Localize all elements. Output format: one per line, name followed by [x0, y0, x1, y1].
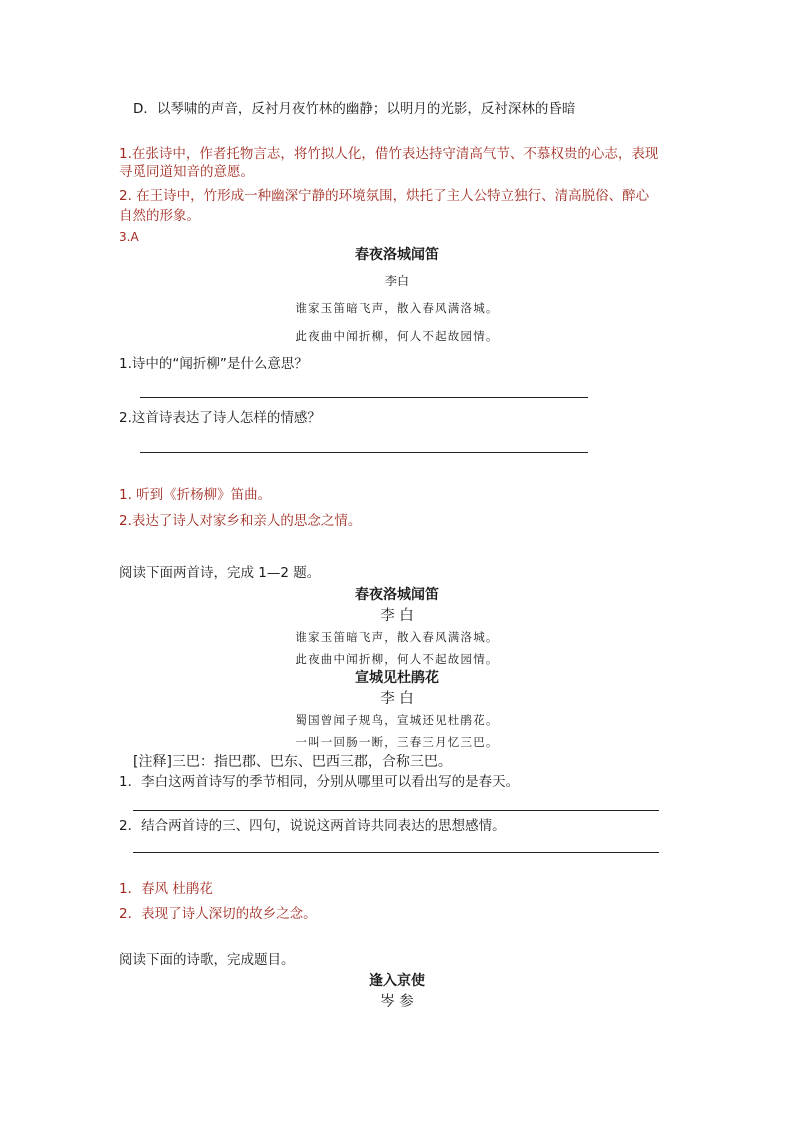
- question-2: 2.这首诗表达了诗人怎样的情感？: [119, 410, 321, 426]
- answer-1-line-1: 1.在张诗中，作者托物言志，将竹拟人化，借竹表达持守清高气节、不慕权贵的心志，表现: [119, 146, 659, 162]
- answer-line-1: [140, 397, 588, 398]
- poem-a-line-1: 谁家玉笛暗飞声，散入春风满洛城。: [295, 630, 499, 644]
- answer-2-2: 2.表达了诗人对家乡和亲人的思念之情。: [119, 513, 362, 529]
- poem-b-author: 李 白: [380, 691, 414, 707]
- answer-line-4: [133, 852, 659, 853]
- section-2-question-1: 1．李白这两首诗写的季节相同，分别从哪里可以看出写的是春天。: [119, 774, 520, 790]
- answer-2-line-2: 自然的形象。: [119, 208, 200, 224]
- answer-3-1: 1．春风 杜鹃花: [119, 881, 213, 897]
- question-1: 1.诗中的“闻折柳”是什么意思？: [119, 356, 308, 372]
- poem-a-author: 李 白: [380, 608, 414, 624]
- poem-1-title: 春夜洛城闻笛: [355, 247, 439, 263]
- answer-line-3: [133, 810, 659, 811]
- answer-2-line-1: 2. 在王诗中，竹形成一种幽深宁静的环境氛围，烘托了主人公特立独行、清高脱俗、醉心: [119, 188, 650, 204]
- answer-3-2: 2．表现了诗人深切的故乡之念。: [119, 906, 317, 922]
- poem-3-author: 岑 参: [380, 994, 414, 1010]
- poem-b-line-2: 一叫一回肠一断，三春三月忆三巴。: [295, 735, 499, 749]
- section-2-instruction: 阅读下面两首诗，完成 1—2 题。: [119, 565, 321, 581]
- answer-3: 3.A: [119, 230, 139, 244]
- poem-1-author: 李白: [384, 274, 409, 288]
- section-3-instruction: 阅读下面的诗歌，完成题目。: [119, 952, 295, 968]
- poem-b-line-1: 蜀国曾闻子规鸟，宣城还见杜鹃花。: [295, 713, 499, 727]
- poem-3-title: 逢入京使: [369, 973, 425, 989]
- poem-1-line-2: 此夜曲中闻折柳，何人不起故园情。: [295, 329, 499, 343]
- section-2-question-2: 2．结合两首诗的三、四句，说说这两首诗共同表达的思想感情。: [119, 818, 506, 834]
- poem-1-line-1: 谁家玉笛暗飞声，散入春风满洛城。: [295, 301, 499, 315]
- answer-2-1: 1. 听到《折杨柳》笛曲。: [119, 487, 272, 503]
- poem-a-title: 春夜洛城闻笛: [355, 587, 439, 603]
- poem-b-title: 宣城见杜鹃花: [355, 670, 439, 686]
- answer-1-line-2: 寻觅同道知音的意愿。: [119, 164, 254, 180]
- answer-line-2: [140, 452, 588, 453]
- option-d: D．以琴啸的声音，反衬月夜竹林的幽静；以明月的光影，反衬深林的昏暗: [133, 101, 576, 117]
- annotation-note: [注释]三巴：指巴郡、巴东、巴西三郡，合称三巴。: [133, 754, 452, 770]
- poem-a-line-2: 此夜曲中闻折柳，何人不起故园情。: [295, 652, 499, 666]
